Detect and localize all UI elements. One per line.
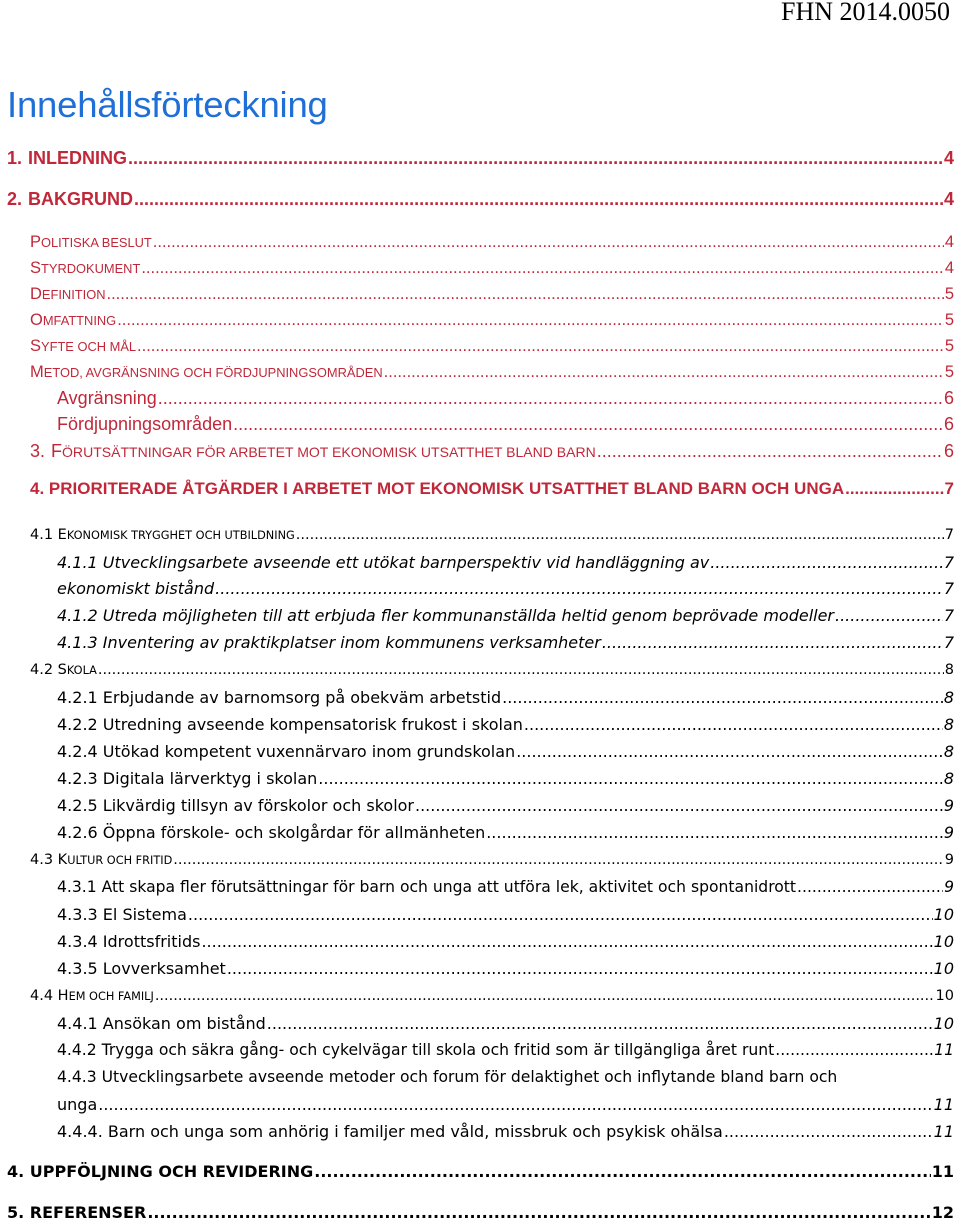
page-number: 10: [933, 905, 954, 924]
toc-entry-4-3-1[interactable]: 4.3.1 Att skapa fler förutsättningar för barn och unga att utföra lek, aktivitet och spontanidrott ..... 9: [57, 878, 954, 896]
toc-entry-4-1-1-cont[interactable]: ekonomiskt bistånd ..... 7: [57, 579, 954, 598]
toc-entry-prioriterade-atgarder[interactable]: 4. PRIORITERADE ÅTGÄRDER I ARBETET MOT EKONOMISK UTSATTHET BLAND BARN OCH UNGA ..... 7: [30, 479, 954, 499]
toc-entry-4-3-4[interactable]: 4.3.4 Idrottsfritids ..... 10: [57, 932, 954, 951]
toc-entry-uppfoljning[interactable]: 4. UPPFÖLJNING OCH REVIDERING ..... 11: [7, 1162, 954, 1181]
toc-entry-avgransning[interactable]: Avgränsning ..... 6: [57, 388, 954, 409]
page-number: 4: [943, 148, 954, 168]
page-number: 7: [944, 479, 954, 498]
page-number: 7: [943, 633, 954, 652]
page-number: 9: [944, 878, 954, 896]
page-number: 6: [943, 388, 954, 408]
document-id: FHN 2014.0050: [780, 0, 950, 26]
toc-entry-politiska-beslut[interactable]: POLITISKA BESLUT ..... 4: [30, 233, 954, 252]
toc-entry-inledning[interactable]: 1. INLEDNING ..... 4: [7, 148, 954, 169]
toc-entry-4-1-3[interactable]: 4.1.3 Inventering av praktikplatser inom kommunens verksamheter ..... 7: [57, 633, 954, 652]
toc-entry-forutsattningar[interactable]: 3. FÖRUTSÄTTNINGAR FÖR ARBETET MOT EKONOMISK UTSATTHET BLAND BARN ..... 6: [30, 441, 954, 462]
toc-entry-4-4-3[interactable]: 4.4.3 Utvecklingsarbete avseende metoder och forum för delaktighet och inflytande bland barn och: [57, 1068, 838, 1086]
toc-entry-definition[interactable]: DEFINITION ..... 5: [30, 285, 954, 304]
toc-entry-styrdokument[interactable]: STYRDOKUMENT ..... 4: [30, 259, 954, 278]
page-number: 7: [943, 553, 954, 572]
toc-entry-4-2-1[interactable]: 4.2.1 Erbjudande av barnomsorg på obekväm arbetstid ..... 8: [57, 688, 954, 707]
toc-entry-4-1-2[interactable]: 4.1.2 Utreda möjligheten till att erbjuda fler kommunanställda heltid genom beprövade modeller ..... 7: [57, 606, 954, 625]
page-number: 8: [943, 742, 954, 761]
page-number: 9: [943, 796, 954, 815]
page-number: 10: [933, 932, 954, 951]
page-number: 7: [944, 527, 954, 543]
page-number: 5: [944, 285, 954, 303]
page-number: 5: [944, 337, 954, 355]
toc-entry-syfte-och-mal[interactable]: SYFTE OCH MÅL ..... 5: [30, 337, 954, 356]
toc-entry-metod[interactable]: METOD, AVGRÄNSNING OCH FÖRDJUPNINGSOMRÅDEN ..... 5: [30, 363, 954, 382]
toc-entry-4-2-5[interactable]: 4.2.5 Likvärdig tillsyn av förskolor och skolor ..... 9: [57, 796, 954, 815]
toc-entry-4-4-3-cont[interactable]: unga ..... 11: [57, 1095, 954, 1114]
toc-entry-4-2-3[interactable]: 4.2.3 Digitala lärverktyg i skolan ..... 8: [57, 769, 954, 788]
toc-entry-4-3-3[interactable]: 4.3.3 El Sistema ..... 10: [57, 905, 954, 924]
page-number: 11: [934, 1041, 954, 1059]
page-number: 11: [933, 1095, 954, 1114]
page-number: 8: [943, 688, 954, 707]
page-number: 9: [944, 852, 954, 868]
page-number: 4: [943, 189, 954, 209]
toc-entry-4-2-4[interactable]: 4.2.4 Utökad kompetent vuxennärvaro inom grundskolan ..... 8: [57, 742, 954, 761]
page-number: 6: [943, 441, 954, 461]
toc-entry-4-1-1[interactable]: 4.1.1 Utvecklingsarbete avseende ett utökat barnperspektiv vid handläggning av ..... 7: [57, 553, 954, 572]
page-number: 8: [943, 769, 954, 788]
page-number: 7: [943, 606, 954, 625]
toc-entry-4-2-6[interactable]: 4.2.6 Öppna förskole- och skolgårdar för allmänheten ..... 9: [57, 823, 954, 842]
toc-entry-4-2-2[interactable]: 4.2.2 Utredning avseende kompensatorisk frukost i skolan ..... 8: [57, 715, 954, 734]
toc-entry-omfattning[interactable]: OMFATTNING ..... 5: [30, 311, 954, 330]
toc-entry-bakgrund[interactable]: 2. BAKGRUND ..... 4: [7, 189, 954, 210]
toc-entry-fordjupningsomraden[interactable]: Fördjupningsområden ..... 6: [57, 414, 954, 435]
page-number: 12: [931, 1203, 954, 1222]
toc-entry-skola[interactable]: 4.2 SKOLA ..... 8: [30, 662, 954, 678]
toc-entry-hem-och-familj[interactable]: 4.4 HEM OCH FAMILJ ..... 10: [30, 988, 954, 1004]
toc-entry-4-4-4[interactable]: 4.4.4. Barn och unga som anhörig i familjer med våld, missbruk och psykisk ohälsa ..... 11: [57, 1122, 954, 1141]
page-number: 11: [931, 1162, 954, 1181]
page-number: 7: [943, 579, 954, 598]
page-number: 8: [943, 715, 954, 734]
page-number: 8: [944, 662, 954, 678]
page-number: 10: [935, 988, 954, 1004]
page-number: 11: [933, 1122, 954, 1141]
toc-entry-ekonomisk-trygghet[interactable]: 4.1 EKONOMISK TRYGGHET OCH UTBILDNING ..... 7: [30, 527, 954, 543]
toc-entry-referenser[interactable]: 5. REFERENSER ..... 12: [7, 1203, 954, 1222]
toc-entry-4-4-2[interactable]: 4.4.2 Trygga och säkra gång- och cykelvägar till skola och fritid som är tillgängliga året runt ..... 11: [57, 1041, 954, 1059]
toc-entry-4-4-1[interactable]: 4.4.1 Ansökan om bistånd ..... 10: [57, 1014, 954, 1033]
toc-entry-kultur-och-fritid[interactable]: 4.3 KULTUR OCH FRITID ..... 9: [30, 852, 954, 868]
page-number: 4: [944, 233, 954, 251]
page-number: 10: [933, 959, 954, 978]
toc-title: Innehållsförteckning: [7, 84, 328, 125]
page-number: 6: [943, 414, 954, 434]
page-number: 4: [944, 259, 954, 277]
toc-entry-4-3-5[interactable]: 4.3.5 Lovverksamhet ..... 10: [57, 959, 954, 978]
page-number: 10: [933, 1014, 954, 1033]
page-number: 5: [944, 311, 954, 329]
page-number: 9: [943, 823, 954, 842]
page-number: 5: [944, 363, 954, 381]
